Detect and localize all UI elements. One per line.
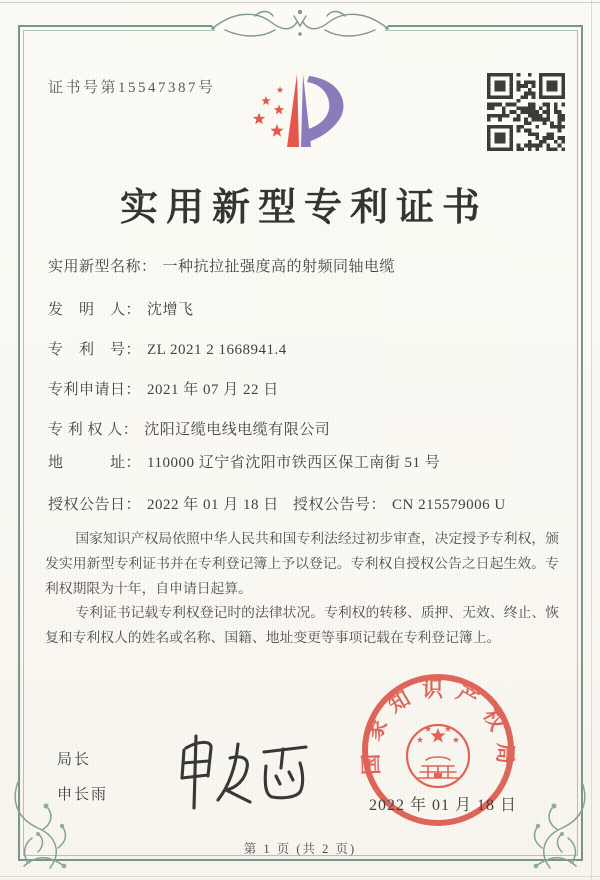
- field-value: 沈阳辽缆电线电缆有限公司: [144, 422, 331, 438]
- qr-code-icon: [487, 73, 565, 151]
- certificate-title: 实用新型专利证书: [119, 187, 488, 229]
- field-row-utility-model-name: [48, 255, 395, 276]
- field-row-grant: [48, 493, 506, 514]
- field-label: 地 址：: [48, 455, 142, 471]
- logo-red-spike: [287, 74, 299, 147]
- handwritten-signature-icon: [168, 728, 318, 816]
- field-row-patent-number: [48, 338, 287, 359]
- scan-edge-bottom: [0, 876, 600, 877]
- field-row-grant-number: [293, 493, 506, 514]
- scan-edge-right: [591, 0, 592, 880]
- svg-text:国家知识产权局: [359, 678, 518, 776]
- logo-purple-bowl: [305, 76, 343, 143]
- field-label: 专利申请日：: [48, 382, 142, 398]
- scan-edge-top: [0, 2, 600, 3]
- issuer-name: 申长雨: [57, 787, 109, 803]
- field-row-inventor: [48, 298, 194, 319]
- field-label: 授权公告号：: [293, 497, 387, 513]
- field-label: 授权公告日：: [48, 497, 142, 513]
- field-value: 2022 年 01 月 18 日: [147, 497, 279, 513]
- field-label: 专 利 权 人：: [48, 422, 139, 438]
- field-value: CN 215579006 U: [392, 497, 506, 513]
- issuer-title: 局长: [57, 752, 92, 768]
- page-number: 第 1 页 (共 2 页): [243, 842, 357, 856]
- field-row-patentee: [48, 418, 330, 439]
- field-value: 110000 辽宁省沈阳市铁西区保工南街 51 号: [147, 455, 441, 471]
- certificate-number: 证书号第15547387号: [48, 80, 216, 96]
- legal-paragraph-1: 国家知识产权局依照中华人民共和国专利法经过初步审查，决定授予专利权，颁发实用新型专利证书并在专利登记簿上予以登记。专利权自授权公告之日起生效。专利权期限为十年，自申请日起算。: [45, 531, 559, 596]
- seal-org-text: 国家知识产权局: [358, 677, 518, 776]
- seal-grant-date: 2022 年 01 月 18 日: [369, 797, 518, 814]
- field-label: 专 利 号：: [48, 342, 142, 358]
- field-row-filing-date: [48, 378, 279, 399]
- field-value: 一种抗拉扯强度高的射频同轴电缆: [162, 259, 396, 275]
- field-value: ZL 2021 2 1668941.4: [147, 342, 287, 358]
- field-label: 发 明 人：: [48, 302, 142, 318]
- legal-paragraph-2: 专利证书记载专利权登记时的法律状况。专利权的转移、质押、无效、终止、恢复和专利权人的姓名或名称、国籍、地址变更等事项记载在专利登记簿上。: [45, 605, 559, 646]
- cnipa-logo-icon: [225, 66, 385, 166]
- field-label: 实用新型名称：: [48, 259, 157, 275]
- field-value: 2021 年 07 月 22 日: [147, 382, 279, 398]
- field-value: 沈增飞: [147, 302, 194, 318]
- legal-text-block: [45, 527, 559, 651]
- field-row-address: [48, 451, 440, 472]
